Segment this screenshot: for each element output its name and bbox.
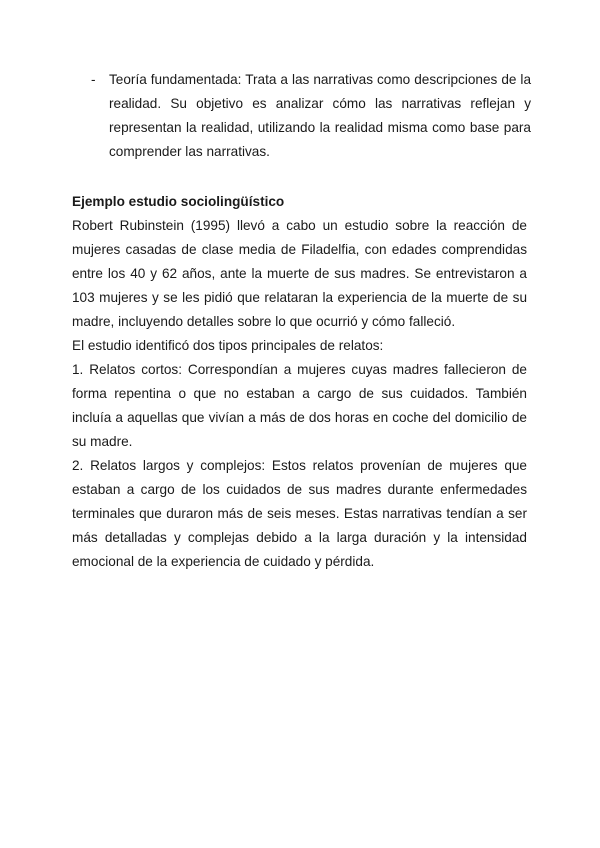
section-heading: Ejemplo estudio sociolingüístico — [72, 194, 285, 209]
bullet-marker: - — [91, 72, 96, 87]
paragraph-intro: Robert Rubinstein (1995) llevó a cabo un estudio sobre la reacción de mujeres casadas de clase media de Filadelfia, con edades comprendidas entre los 40 y 62 años, ante la muerte de sus madres. Se entrevistaron a 103 mujeres y se les pidió que relataran la experiencia de la muerte de su madre, incluyendo detalles sobre lo que ocurrió y cómo falleció. — [72, 218, 527, 329]
section-body — [72, 214, 527, 574]
bullet-text: Teoría fundamentada: Trata a las narrativas como descripciones de la realidad. Su objetivo es analizar cómo las narrativas reflejan y representan la realidad, utilizando la realidad misma como base para comprender las narrativas. — [109, 72, 531, 159]
paragraph-short-stories: 1. Relatos cortos: Correspondían a mujeres cuyas madres fallecieron de forma repentina o que no estaban a cargo de sus cuidados. También incluía a aquellas que vivían a más de dos horas en coche del domicilio de su madre. — [72, 362, 527, 449]
bullet-item — [91, 68, 531, 164]
paragraph-types: El estudio identificó dos tipos principales de relatos: — [72, 338, 384, 353]
paragraph-long-stories: 2. Relatos largos y complejos: Estos relatos provenían de mujeres que estaban a cargo de los cuidados de sus madres durante enfermedades terminales que duraron más de seis meses. Estas narrativas tendían a ser más detalladas y complejas debido a la larga duración y la intensidad emocional de la experiencia de cuidado y pérdida. — [72, 458, 527, 569]
